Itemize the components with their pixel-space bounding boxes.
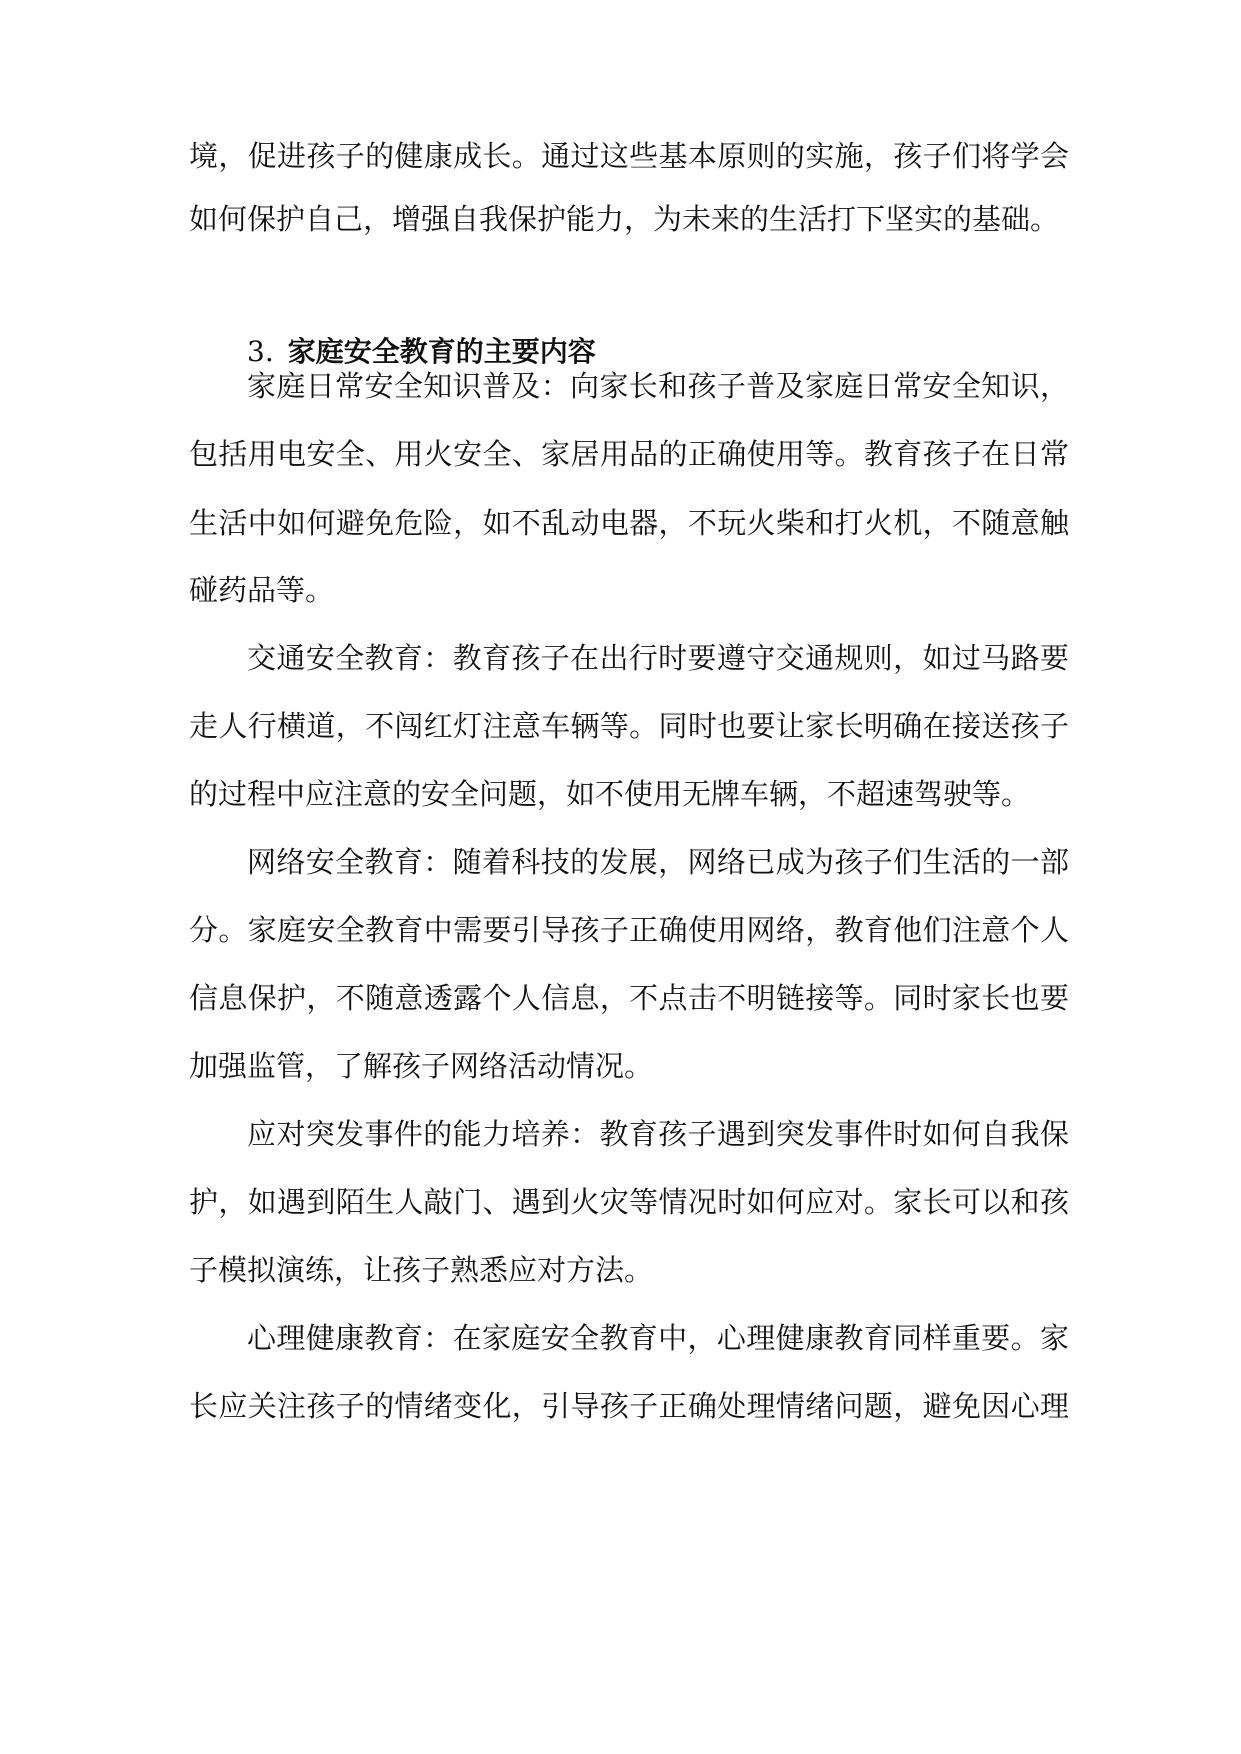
paragraph-2-line-1: 交通安全教育：教育孩子在出行时要遵守交通规则，如过马路要 (247, 641, 1069, 675)
paragraph-2-line-2: 走人行横道，不闯红灯注意车辆等。同时也要让家长明确在接送孩子 (189, 709, 1069, 743)
paragraph-3-line-3: 信息保护，不随意透露个人信息，不点击不明链接等。同时家长也要 (189, 981, 1069, 1015)
paragraph-3-line-2: 分。家庭安全教育中需要引导孩子正确使用网络，教育他们注意个人 (189, 913, 1069, 947)
paragraph-1-line-2: 包括用电安全、用火安全、家居用品的正确使用等。教育孩子在日常 (189, 437, 1069, 471)
paragraph-3-line-1: 网络安全教育：随着科技的发展，网络已成为孩子们生活的一部 (247, 845, 1069, 879)
paragraph-4-line-1: 应对突发事件的能力培养：教育孩子遇到突发事件时如何自我保 (247, 1117, 1069, 1151)
paragraph-4-line-2: 护，如遇到陌生人敲门、遇到火灾等情况时如何应对。家长可以和孩 (189, 1185, 1069, 1219)
intro-line-2: 如何保护自己，增强自我保护能力，为未来的生活打下坚实的基础。 (189, 202, 1060, 236)
paragraph-5-line-2: 长应关注孩子的情绪变化，引导孩子正确处理情绪问题，避免因心理 (189, 1389, 1069, 1423)
paragraph-3-line-4: 加强监管，了解孩子网络活动情况。 (189, 1049, 654, 1083)
paragraph-1-line-1: 家庭日常安全知识普及：向家长和孩子普及家庭日常安全知识， (247, 369, 1069, 403)
paragraph-1-line-3: 生活中如何避免危险，如不乱动电器，不玩火柴和打火机，不随意触 (189, 506, 1069, 540)
paragraph-2-line-3: 的过程中应注意的安全问题，如不使用无牌车辆，不超速驾驶等。 (189, 777, 1031, 811)
paragraph-4-line-3: 子模拟演练，让孩子熟悉应对方法。 (189, 1253, 654, 1287)
paragraph-5-line-1: 心理健康教育：在家庭安全教育中，心理健康教育同样重要。家 (247, 1321, 1069, 1355)
intro-line-1: 境，促进孩子的健康成长。通过这些基本原则的实施，孩子们将学会 (189, 139, 1069, 173)
paragraph-1-line-4: 碰药品等。 (189, 573, 335, 607)
section-title: 家庭安全教育的主要内容 (287, 335, 596, 368)
section-number: 3. (247, 335, 274, 368)
